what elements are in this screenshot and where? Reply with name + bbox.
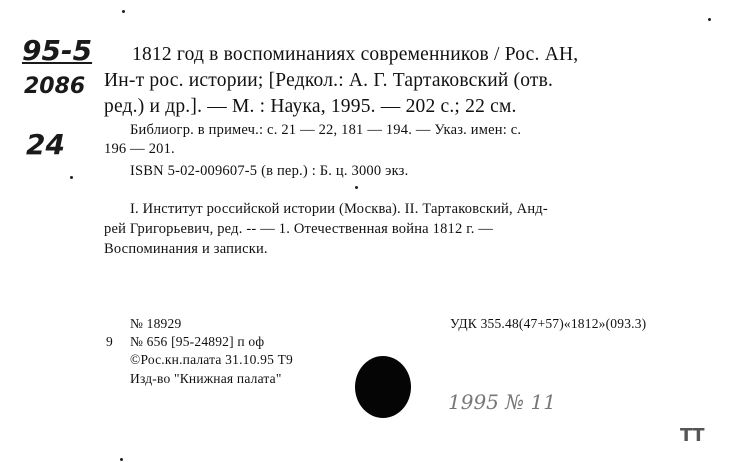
publisher-line: Изд-во "Книжная палата": [130, 371, 282, 386]
ink-blot: [355, 356, 411, 418]
handwritten-number-top: 95-5: [22, 34, 93, 67]
handwritten-number-bottom: 2086: [24, 74, 86, 99]
notes-line-2: 196 — 201.: [104, 141, 175, 157]
faint-handwritten-stamp: 1995 № 11: [448, 390, 556, 414]
copyright-line: ©Рос.кн.палата 31.10.95 Т9: [130, 352, 294, 367]
title-line-3: ред.) и др.]. — М. : Наука, 1995. — 202 с.; 22 см.: [104, 96, 517, 117]
title-line-2: Ин-т рос. истории; [Редкол.: А. Г. Тартаковский (отв.: [104, 70, 554, 91]
speck: [355, 186, 358, 189]
line-number: 9: [106, 334, 113, 349]
tracings-line-3: Воспоминания и записки.: [104, 241, 268, 257]
tracings-line-2: рей Григорьевич, ред. -- — 1. Отечественная война 1812 г. —: [104, 221, 494, 237]
notes-line-1: Библиогр. в примеч.: с. 21 — 22, 181 — 194. — Указ. имен: с.: [130, 122, 522, 138]
speck: [70, 176, 73, 179]
isbn-line: ISBN 5-02-009607-5 (в пер.) : Б. ц. 3000 экз.: [130, 163, 409, 179]
corner-mark: ТТ: [680, 425, 705, 446]
order-number: № 656 [95-24892] п оф: [130, 334, 265, 349]
tracings-line-1: I. Институт российской истории (Москва). II. Тартаковский, Анд-: [130, 201, 548, 217]
title-line-1: 1812 год в воспоминаниях современников / Рос. АН,: [132, 44, 579, 65]
udk-code: УДК 355.48(47+57)«1812»(093.3): [450, 316, 647, 331]
speck: [708, 18, 711, 21]
speck: [120, 458, 123, 461]
handwritten-side-mark: 24: [26, 128, 65, 161]
card-number: № 18929: [130, 316, 182, 331]
speck: [122, 10, 125, 13]
